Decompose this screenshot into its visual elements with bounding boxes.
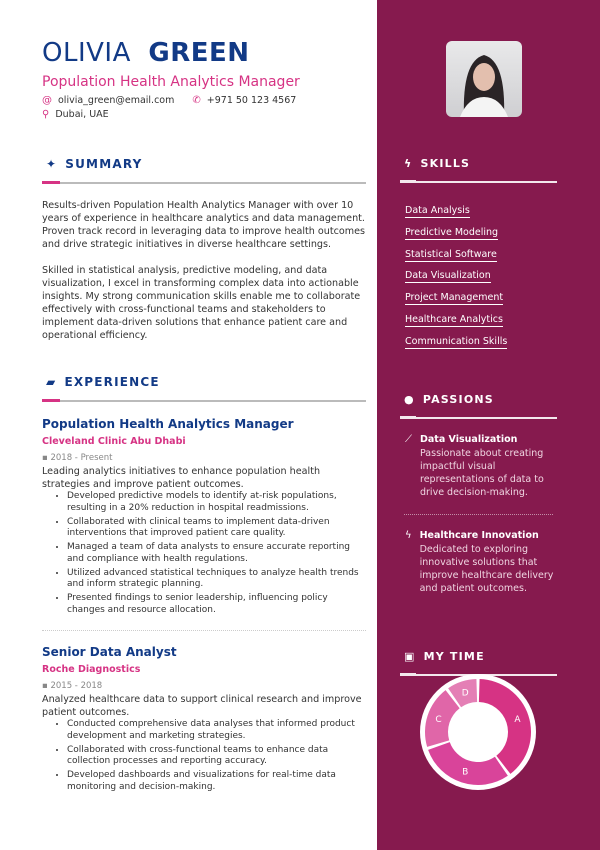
chart-line-icon: ⟋ (405, 434, 412, 445)
bullet-item: • Developed dashboards and visualizations for real-time data monitoring and decision-making. (67, 770, 366, 793)
job-role: Population Health Analytics Manager (42, 417, 294, 431)
job-description: Analyzed healthcare data to support clinical research and improve patient outcomes. (42, 694, 362, 718)
skill-item: Predictive Modeling (405, 226, 499, 238)
phone-icon: ✆ (192, 95, 201, 106)
at-icon: @ (42, 95, 52, 106)
company: Cleveland Clinic Abu Dhabi (42, 436, 186, 447)
briefcase-icon: ▰ (46, 375, 57, 389)
phone[interactable]: +971 50 123 4567 (206, 95, 297, 106)
company: Roche Diagnostics (42, 664, 141, 675)
bolt-icon: ϟ (404, 157, 413, 170)
calendar-icon: ▣ (404, 650, 416, 663)
summary-paragraph: Skilled in statistical analysis, predictive modeling, and data visualization, I excel in transforming complex data into actionable insights. My strong communication skills enable me to collaborate effectively with cross-functional teams and stakeholders to implement data-driven solutions that enhance patient care and operational efficiency. (42, 265, 361, 341)
bullet-item: • Managed a team of data analysts to ensure accurate reporting and compliance with health regulations. (67, 542, 366, 565)
passion-item: ⟋ Data Visualization Passionate about creating impactful visual representations of data to drive decision-making. (405, 434, 544, 498)
my-time-section: ▣ MY TIME (400, 650, 557, 676)
donut-label: A (514, 715, 521, 726)
job-dates: 2018 - Present (50, 453, 113, 463)
sidebar (377, 0, 600, 850)
divider (400, 181, 557, 183)
donut-label: B (462, 767, 469, 778)
bullet-item: • Utilized advanced statistical techniques to analyze health trends and inform strategic planning. (67, 568, 366, 591)
skill-item: Project Management (405, 292, 504, 304)
bolt-icon: ϟ (405, 530, 412, 541)
job-description: Leading analytics initiatives to enhance population health strategies and improve patient outcomes. (42, 466, 321, 490)
donut-label: D (461, 688, 469, 699)
summary-paragraph: Results-driven Population Health Analytics Manager with over 10 years of experience in healthcare analytics and data management. Proven track record in leveraging data to improve health outcomes and drive strategic initiatives in diverse healthcare settings. (42, 200, 366, 250)
job-title: Population Health Analytics Manager (42, 74, 300, 90)
bullet-item: • Developed predictive models to identify at-risk populations, resulting in a 20% reduction in hospital readmissions. (67, 491, 366, 514)
job-entry (42, 417, 366, 616)
skill-item: Statistical Software (405, 248, 497, 260)
skill-item: Communication Skills (405, 335, 508, 347)
skill-item: Healthcare Analytics (405, 313, 503, 325)
divider (42, 400, 366, 402)
job-role: Senior Data Analyst (42, 645, 177, 659)
location-icon: ⚲ (42, 109, 50, 120)
profile-photo (446, 41, 522, 117)
sparkle-icon: ✦ (46, 157, 58, 171)
divider (400, 417, 557, 419)
bullet-item: • Collaborated with cross-functional teams to enhance data collection processes and reporting accuracy. (67, 745, 366, 768)
calendar-icon: ▪ (42, 681, 48, 691)
location: Dubai, UAE (55, 109, 109, 120)
bullet-item: • Collaborated with clinical teams to implement data-driven interventions that improved patient care quality. (67, 517, 366, 540)
divider (42, 630, 366, 631)
job-entry (42, 645, 366, 793)
email[interactable]: olivia_green@email.com (58, 95, 175, 106)
bullet-item: • Presented findings to senior leadership, influencing policy changes and resource allocation. (67, 593, 366, 616)
passions-section: ● PASSIONS ⟋ Data Visualization Passionate about creating impactful visual representations of data to drive decision-making. ϟ Healthcare Innovation Dedicated to exploring innovative solutions that improve healthcare delivery and patient outcomes. (400, 393, 557, 595)
lightbulb-icon: ● (404, 393, 415, 406)
calendar-icon: ▪ (42, 453, 48, 463)
divider (404, 514, 553, 515)
full-name: OLIVIA GREEN (42, 38, 250, 68)
summary-section: ✦ SUMMARY Results-driven Population Health Analytics Manager with over 10 years of experience in healthcare analytics and data management. Proven track record in leveraging data to improve health outcomes and drive strategic initiatives in diverse healthcare settings. Skilled in statistical analysis, predictive modeling, and data visualization, I excel in transforming complex data into actionable insights. My strong communication skills enable me to collaborate effectively with cross-functional teams and stakeholders to implement data-driven solutions that enhance patient care and operational efficiency. (42, 157, 366, 341)
divider (42, 182, 366, 184)
passion-item: ϟ Healthcare Innovation Dedicated to exploring innovative solutions that improve healthcare delivery and patient outcomes. (405, 530, 554, 594)
my-time-donut-chart (418, 672, 538, 792)
skills-section: ϟ SKILLS Data Analysis Predictive Modeling Statistical Software Data Visualization Project Management Healthcare Analytics Communication Skills (400, 157, 557, 351)
bullet-item: • Conducted comprehensive data analyses that informed product development and marketing strategies. (67, 719, 366, 742)
donut-label: C (435, 715, 442, 726)
skill-item: Data Analysis (405, 205, 470, 216)
skill-item: Data Visualization (405, 270, 491, 282)
job-dates: 2015 - 2018 (50, 681, 103, 691)
experience-section: ▰ EXPERIENCE Population Health Analytics Manager Cleveland Clinic Abu Dhabi ▪ 2018 - Present Leading analytics initiatives to enhance population health strategies and improve patient outcomes. • Developed predictive models to identify at-risk populations, resulting in a 20% reduction in hospital readmissions. • Collaborated with clinical teams to implement data-driven interventions that improved patient care quality. • Managed a team of data analysts to ensure accurate reporting and compliance with health regulations. • Utilized advanced statistical techniques to analyze health trends and inform strategic planning. • Presented findings to senior leadership, influencing policy changes and resource allocation. Senior Data Analyst Roche Diagnostics ▪ 2015 - 2018 Analyzed healthcare data to support clinical research and improve patient outcomes. • Conducted comprehensive data analyses that informed product development and marketing strategies. • Collaborated with cross-functional teams to enhance data collection processes and reporting accuracy. • Developed dashboards and visualizations for real-time data monitoring and decision-making. (42, 375, 366, 796)
